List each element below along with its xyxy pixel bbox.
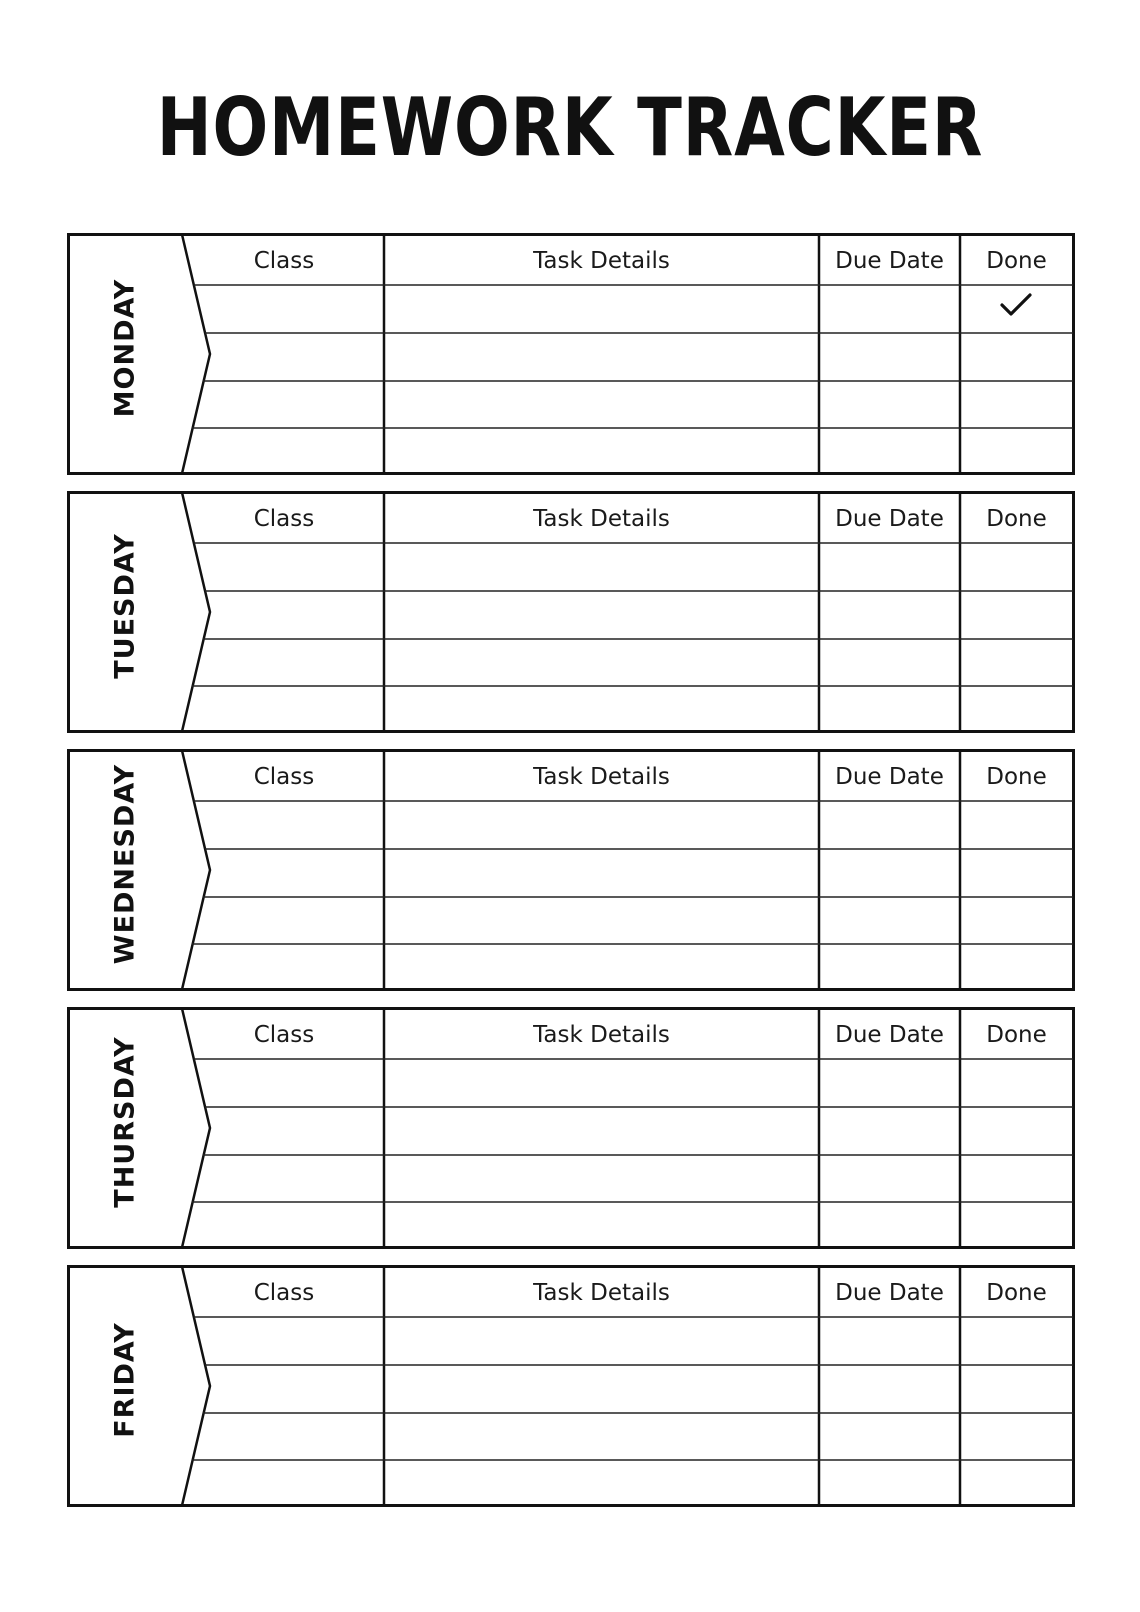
- column-header-task-details: Task Details: [533, 506, 670, 532]
- day-name: THURSDAY: [109, 1036, 141, 1208]
- column-header-task-details: Task Details: [533, 764, 670, 790]
- column-header-done: Done: [986, 764, 1047, 790]
- column-header-due-date: Due Date: [835, 1022, 944, 1048]
- day-name: TUESDAY: [109, 533, 141, 679]
- column-header-done: Done: [986, 248, 1047, 274]
- column-header-due-date: Due Date: [835, 248, 944, 274]
- day-section-thursday: [67, 1007, 1075, 1249]
- day-name: MONDAY: [109, 278, 141, 418]
- column-header-task-details: Task Details: [533, 248, 670, 274]
- column-header-class: Class: [253, 1280, 315, 1306]
- column-header-task-details: Task Details: [533, 1280, 670, 1306]
- check-icon[interactable]: [999, 291, 1033, 319]
- day-section-friday: [67, 1265, 1075, 1507]
- day-name: WEDNESDAY: [109, 763, 141, 965]
- column-header-class: Class: [253, 506, 315, 532]
- day-section-monday: [67, 233, 1075, 475]
- column-header-class: Class: [253, 764, 315, 790]
- day-section-wednesday: [67, 749, 1075, 991]
- column-header-due-date: Due Date: [835, 1280, 944, 1306]
- column-header-task-details: Task Details: [533, 1022, 670, 1048]
- column-header-class: Class: [253, 1022, 315, 1048]
- column-header-class: Class: [253, 248, 315, 274]
- column-header-done: Done: [986, 506, 1047, 532]
- column-header-done: Done: [986, 1022, 1047, 1048]
- day-section-tuesday: [67, 491, 1075, 733]
- column-header-done: Done: [986, 1280, 1047, 1306]
- column-header-due-date: Due Date: [835, 764, 944, 790]
- page-title: HOMEWORK TRACKER: [156, 81, 984, 174]
- column-header-due-date: Due Date: [835, 506, 944, 532]
- day-name: FRIDAY: [109, 1322, 141, 1438]
